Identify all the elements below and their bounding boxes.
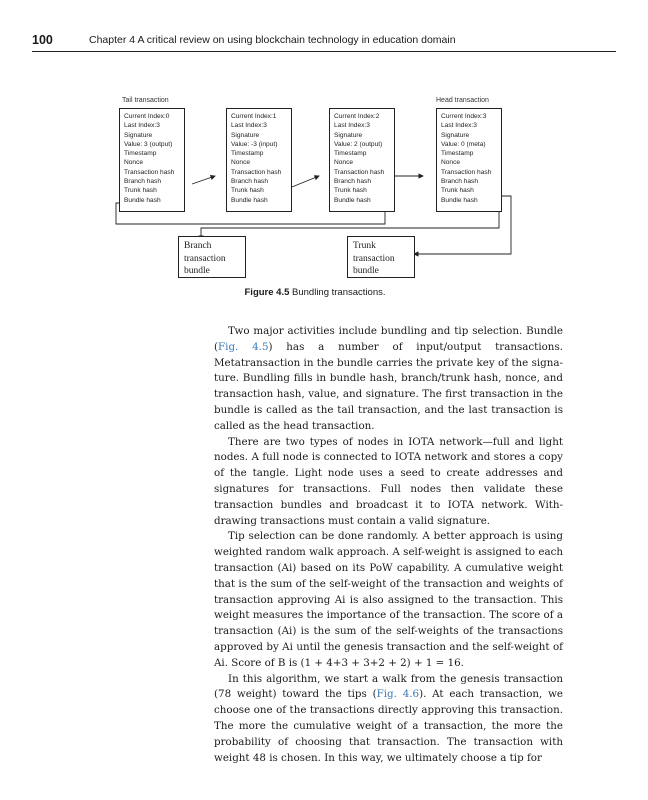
paragraph-4 bbox=[214, 672, 563, 767]
field-signature: Signature bbox=[441, 131, 470, 139]
transaction-box-3 bbox=[436, 108, 502, 212]
field-branch-hash: Branch hash bbox=[441, 178, 479, 186]
field-trunk-hash: Trunk hash bbox=[124, 187, 157, 195]
branch-bundle-line: bundle bbox=[184, 266, 210, 276]
field-current-index: Current Index:0 bbox=[124, 113, 170, 120]
field-bundle-hash: Bundle hash bbox=[334, 196, 371, 204]
paragraph-3: Tip selection can be done randomly. A better approach is using weighted random walk approach. A self-weight is assigned to each transaction (Ai) based on its PoW capability. A cumulative weight that is the sum of the self-weight of the transaction and weights of transaction approving Ai is also assigned to the transaction. This weight measures the importance of the transaction. The score of a transaction (Ai) is the sum of the self-weights of the transactions approved by Ai until the genesis transaction and the self-weight of Ai. Score of B is (1 + 4+3 + 3+2 + 2) + 1 = 16. bbox=[214, 530, 563, 669]
field-last-index: Last Index:3 bbox=[231, 122, 267, 130]
field-timestamp: Timestamp bbox=[124, 150, 157, 158]
field-signature: Signature bbox=[334, 131, 363, 139]
field-last-index: Last Index:3 bbox=[124, 122, 160, 130]
text-run: ). At each transaction, we choose one of the transactions directly approving this transaction. The more the cumulative weight of a transaction, the more the probability of choosing that transaction. The transaction with weight 48 is chosen. In this way, we ultimately choose a tip for bbox=[214, 688, 563, 764]
field-nonce: Nonce bbox=[231, 159, 251, 167]
header-rule bbox=[32, 51, 616, 52]
transaction-box-0 bbox=[119, 108, 185, 212]
field-nonce: Nonce bbox=[124, 159, 144, 167]
field-signature: Signature bbox=[231, 131, 260, 139]
field-last-index: Last Index:3 bbox=[334, 122, 370, 130]
field-value: Value: 2 (output) bbox=[334, 140, 383, 148]
field-value: Value: 3 (output) bbox=[124, 140, 173, 148]
field-value: Value: -3 (input) bbox=[231, 140, 278, 148]
field-timestamp: Timestamp bbox=[231, 150, 264, 158]
field-nonce: Nonce bbox=[441, 159, 461, 167]
field-transaction-hash: Transaction hash bbox=[441, 168, 492, 176]
field-transaction-hash: Transaction hash bbox=[231, 168, 282, 176]
field-signature: Signature bbox=[124, 131, 153, 139]
head-transaction-label: Head transaction bbox=[436, 97, 489, 104]
figure-caption-text: Bundling transactions. bbox=[292, 287, 386, 298]
trunk-bundle-line: transaction bbox=[353, 253, 395, 264]
body-text bbox=[214, 324, 563, 766]
transaction-box-1 bbox=[226, 108, 292, 212]
field-bundle-hash: Bundle hash bbox=[231, 196, 268, 204]
text-run: Two major activities include bundling and tip selection. Bundle ( bbox=[214, 325, 563, 353]
text-run: ) has a number of input/output transactions. Metatransaction in the bundle carries the private key of the signature. Bundling fills in bundle hash, branch/trunk hash, nonce, and transaction hash, value, and signature. The first transaction in the bundle is called as the tail transaction, and the last transaction is called as the head transaction. bbox=[214, 340, 563, 432]
paragraph-2: There are two types of nodes in IOTA network—full and light nodes. A full node is connected to IOTA network and stores a copy of the tangle. Light node uses a seed to create addresses and signatures for transactions. Full nodes then validate these transaction bundles and broadcast it to IOTA network. Withdrawing transactions must contain a valid signature. bbox=[214, 435, 563, 527]
field-branch-hash: Branch hash bbox=[124, 178, 162, 186]
figure-reference-link[interactable]: Fig. 4.5 bbox=[218, 340, 269, 353]
figure-4-5 bbox=[105, 92, 525, 302]
field-timestamp: Timestamp bbox=[441, 150, 474, 158]
figure-reference-link[interactable]: Fig. 4.6 bbox=[376, 688, 420, 701]
field-trunk-hash: Trunk hash bbox=[334, 187, 367, 195]
figure-caption-label: Figure 4.5 bbox=[244, 287, 290, 298]
trunk-transaction-bundle bbox=[347, 236, 415, 278]
field-transaction-hash: Transaction hash bbox=[334, 168, 385, 176]
field-nonce: Nonce bbox=[334, 159, 354, 167]
page-number: 100 bbox=[32, 33, 53, 47]
transaction-box-2 bbox=[329, 108, 395, 212]
branch-arrow-1 bbox=[192, 176, 215, 184]
branch-bundle-line: transaction bbox=[184, 253, 226, 264]
field-current-index: Current Index:3 bbox=[441, 113, 487, 120]
field-bundle-hash: Bundle hash bbox=[124, 196, 161, 204]
branch-bundle-line: Branch bbox=[184, 241, 212, 251]
text-run: In this algorithm, we start a walk from the genesis transaction (78 weight) toward the tips ( bbox=[214, 672, 563, 701]
running-header bbox=[32, 33, 616, 51]
trunk-bundle-line: Trunk bbox=[353, 241, 376, 251]
branch-transaction-bundle bbox=[178, 236, 246, 278]
field-trunk-hash: Trunk hash bbox=[441, 187, 474, 195]
figure-caption bbox=[105, 287, 525, 298]
tail-transaction-label: Tail transaction bbox=[122, 97, 169, 104]
field-branch-hash: Branch hash bbox=[231, 178, 269, 186]
field-current-index: Current Index:2 bbox=[334, 113, 380, 120]
field-bundle-hash: Bundle hash bbox=[441, 196, 478, 204]
field-transaction-hash: Transaction hash bbox=[124, 168, 175, 176]
field-current-index: Current Index:1 bbox=[231, 113, 277, 120]
field-timestamp: Timestamp bbox=[334, 150, 367, 158]
trunk-bundle-line: bundle bbox=[353, 266, 379, 276]
paragraph-1 bbox=[214, 324, 563, 435]
field-branch-hash: Branch hash bbox=[334, 178, 372, 186]
running-head-title: Chapter 4 A critical review on using blockchain technology in education domain bbox=[89, 34, 456, 46]
field-value: Value: 0 (meta) bbox=[441, 140, 486, 148]
field-trunk-hash: Trunk hash bbox=[231, 187, 264, 195]
field-last-index: Last Index:3 bbox=[441, 122, 477, 130]
